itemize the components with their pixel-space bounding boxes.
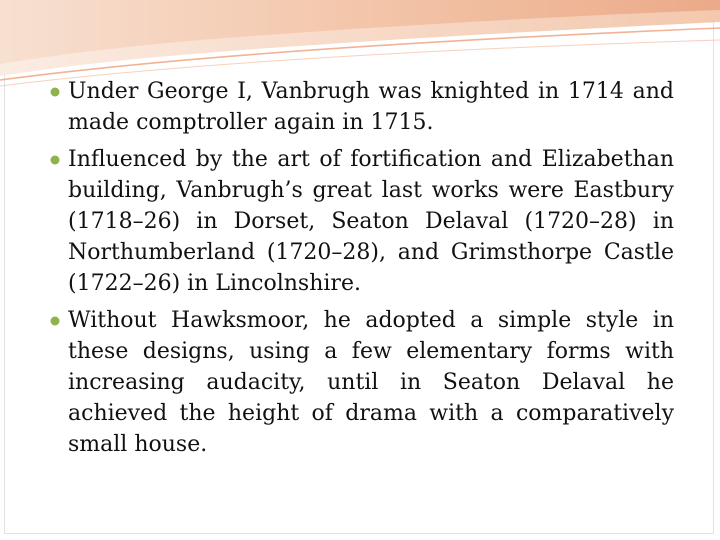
bullet-text: Influenced by the art of fortification and Elizabethan building, Vanbrugh’s great last works were Eastbury (1718–26) in Dorset, Seaton Delaval (1720–28) in Northumberland (1720–28), and Grimsthorpe Castle (1722–26) in Lincolnshire.: [68, 147, 674, 296]
bullet-text: Under George I, Vanbrugh was knighted in 1714 and made comptroller again in 1715.: [68, 79, 674, 135]
bullet-item-1: [50, 76, 674, 138]
green-circle-bullet-icon: [50, 87, 60, 97]
slide-content: [50, 76, 674, 466]
bullet-text: Without Hawksmoor, he adopted a simple style in these designs, using a few elementary forms with increasing audacity, until in Seaton Delaval he achieved the height of drama with a comparatively small house.: [68, 308, 674, 457]
green-circle-bullet-icon: [50, 316, 60, 326]
green-circle-bullet-icon: [50, 155, 60, 165]
bullet-item-2: [50, 144, 674, 299]
bullet-item-3: [50, 305, 674, 460]
